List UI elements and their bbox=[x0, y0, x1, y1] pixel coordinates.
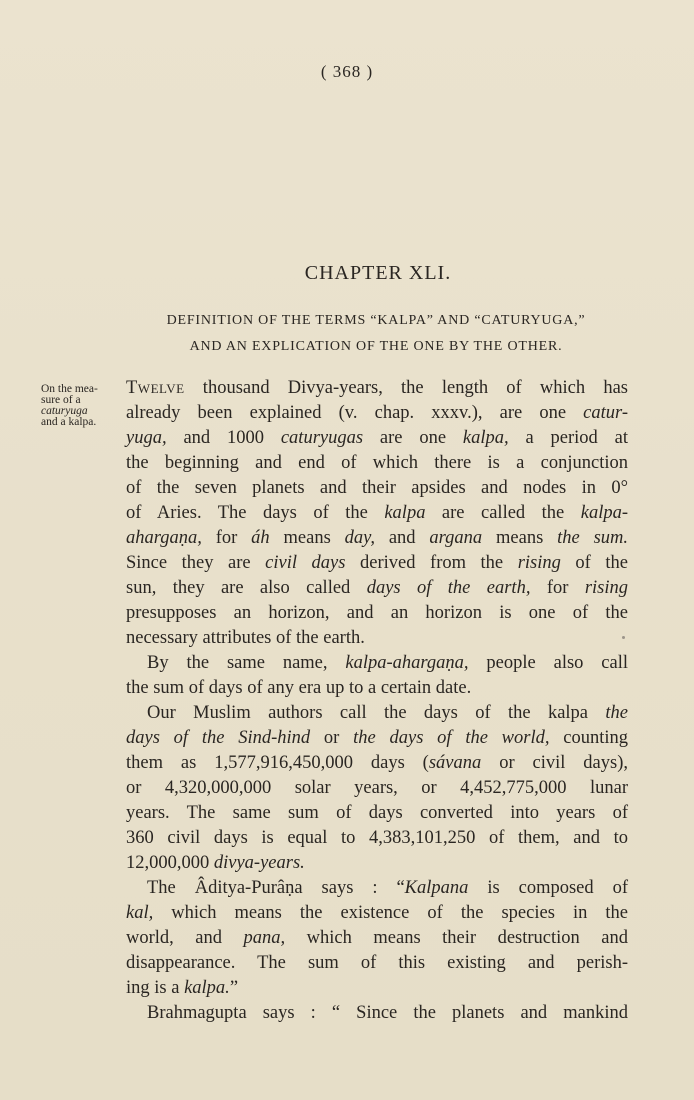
text-line: disappearance. The sum of this existing and perish- bbox=[126, 953, 628, 973]
text-line: already been explained (v. chap. xxxv.), are one catur- bbox=[126, 403, 628, 423]
text-line: the beginning and end of which there is a conjunction bbox=[126, 453, 628, 473]
text-line: or 4,320,000,000 solar years, or 4,452,775,000 lunar bbox=[126, 778, 628, 798]
text-line: of Aries. The days of the kalpa are called the kalpa- bbox=[126, 503, 628, 523]
text-line: 360 civil days is equal to 4,383,101,250 of them, and to bbox=[126, 828, 628, 848]
text-line: 12,000,000 divya-years. bbox=[126, 853, 305, 873]
text-line: Since they are civil days derived from the rising of the bbox=[126, 553, 628, 573]
text-line: the sum of days of any era up to a certain date. bbox=[126, 678, 472, 698]
text-line: By the same name, kalpa-ahargaṇa, people also call bbox=[147, 653, 628, 673]
text-line: Twelve thousand Divya-years, the length of which has bbox=[126, 378, 628, 398]
chapter-title: CHAPTER XLI. bbox=[304, 262, 452, 284]
margin-note-line: On the mea- bbox=[41, 383, 98, 395]
chapter-subtitle-line-1: DEFINITION OF THE TERMS “KALPA” AND “CATURYUGA,” bbox=[166, 313, 586, 328]
margin-note-line: sure of a bbox=[41, 394, 81, 406]
text-line: of the seven planets and their apsides and nodes in 0° bbox=[126, 478, 628, 498]
text-line: necessary attributes of the earth. bbox=[126, 628, 365, 648]
text-line: yuga, and 1000 caturyugas are one kalpa, a period at bbox=[126, 428, 629, 448]
paper-speck bbox=[622, 636, 625, 639]
margin-note-line: caturyuga bbox=[41, 405, 88, 417]
text-line: Brahmagupta says : “ Since the planets and mankind bbox=[147, 1003, 628, 1023]
text-line: days of the Sind-hind or the days of the world, counting bbox=[126, 728, 629, 748]
text-line: Our Muslim authors call the days of the kalpa the bbox=[147, 703, 628, 723]
text-line: kal, which means the existence of the species in the bbox=[126, 903, 628, 923]
text-line: The Âditya-Purâṇa says : “Kalpana is composed of bbox=[147, 878, 628, 898]
text-line: presupposes an horizon, and an horizon is one of the bbox=[126, 603, 628, 623]
text-line: ahargaṇa, for áh means day, and argana means the sum. bbox=[126, 528, 629, 548]
text-line: world, and pana, which means their destruction and bbox=[126, 928, 628, 948]
page-number: ( 368 ) bbox=[320, 62, 374, 81]
margin-note-line: and a kalpa. bbox=[41, 416, 97, 428]
chapter-subtitle-line-2: AND AN EXPLICATION OF THE ONE BY THE OTHER. bbox=[189, 339, 563, 354]
margin-note bbox=[41, 384, 123, 428]
text-line: ing is a kalpa.” bbox=[126, 978, 239, 998]
text-line: years. The same sum of days converted into years of bbox=[126, 803, 628, 823]
text-line: sun, they are also called days of the earth, for rising bbox=[126, 578, 628, 598]
text-line: them as 1,577,916,450,000 days (sávana or civil days), bbox=[126, 753, 628, 773]
